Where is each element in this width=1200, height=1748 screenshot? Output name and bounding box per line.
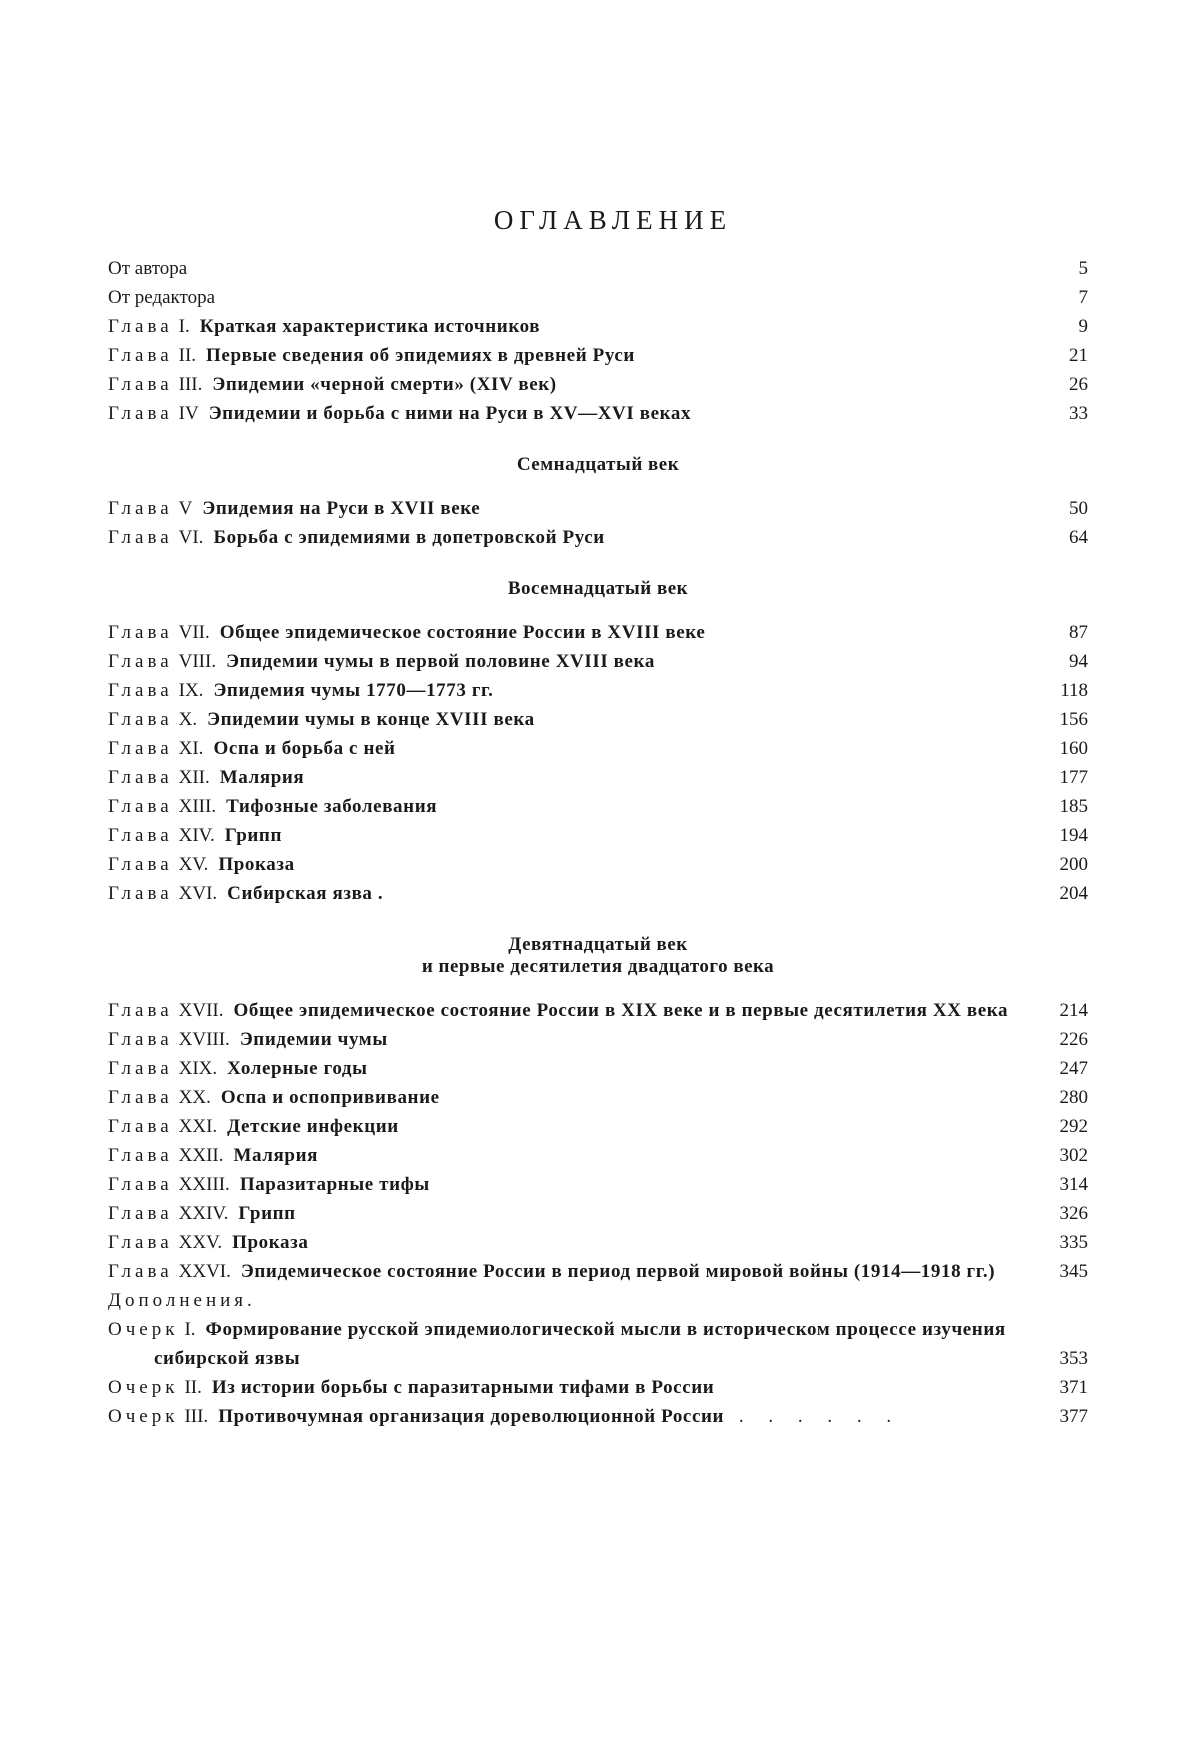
section-19th-century xyxy=(108,996,1088,1286)
page-title: ОГЛАВЛЕНИЕ xyxy=(493,205,733,235)
chapter-title: Общее эпидемическое состояние России в XVIII веке xyxy=(219,622,706,643)
toc-entry-from-author xyxy=(108,254,1088,283)
toc-entry-chapter-22: Глава XXII. Малярия 302 xyxy=(108,1141,1088,1170)
page-number: 292 xyxy=(1059,1116,1088,1137)
page-number: 5 xyxy=(1078,258,1088,279)
chapter-title: Грипп xyxy=(238,1203,296,1224)
page-number: 371 xyxy=(1059,1377,1088,1398)
chapter-title: Эпидемия на Руси в XVII веке xyxy=(202,498,481,519)
chapter-title: Паразитарные тифы xyxy=(239,1174,430,1195)
section-heading-sub: и первые десятилетия двадцатого века xyxy=(421,956,775,977)
toc-entry-chapter-2: Глава II. Первые сведения об эпидемиях в древней Руси 21 xyxy=(108,341,1088,370)
essay-title: Противочумная организация дореволюционной России xyxy=(218,1406,725,1427)
page-number: 9 xyxy=(1078,316,1088,337)
page-number: 314 xyxy=(1059,1174,1088,1195)
page-number: 194 xyxy=(1059,825,1088,846)
page-number: 87 xyxy=(1069,622,1088,643)
page-number: 345 xyxy=(1059,1261,1088,1282)
chapter-title: Эпидемия чумы 1770—1773 гг. xyxy=(213,680,494,701)
section-heading-main: Девятнадцатый век xyxy=(508,934,688,955)
chapter-title: Детские инфекции xyxy=(227,1116,399,1137)
chapter-title: Эпидемии «черной смерти» (XIV век) xyxy=(212,374,557,395)
page-number: 33 xyxy=(1069,403,1088,424)
page-number: 326 xyxy=(1059,1203,1088,1224)
intro-chapters xyxy=(108,312,1088,428)
toc-entry-chapter-16: Глава XVI. Сибирская язва . 204 xyxy=(108,879,1088,908)
page-number: 177 xyxy=(1059,767,1088,788)
toc-entry-chapter-13: Глава XIII. Тифозные заболевания 185 xyxy=(108,792,1088,821)
entry-title: От автора xyxy=(108,258,188,279)
page-number: 280 xyxy=(1059,1087,1088,1108)
toc-entry-chapter-17: Глава XVII. Общее эпидемическое состояние России в XIX веке и в первые десятилетия XX века 214 xyxy=(108,996,1088,1025)
page-number: 200 xyxy=(1059,854,1088,875)
toc-entry-chapter-8: Глава VIII. Эпидемии чумы в первой половине XVIII века 94 xyxy=(108,647,1088,676)
toc-entry-chapter-6: Глава VI. Борьба с эпидемиями в допетровской Руси 64 xyxy=(108,523,1088,552)
page-number: 353 xyxy=(1059,1348,1088,1369)
chapter-title: Тифозные заболевания xyxy=(226,796,438,817)
chapter-title: Эпидемии чумы в конце XVIII века xyxy=(207,709,535,730)
toc-entry-chapter-15: Глава XV. Проказа 200 xyxy=(108,850,1088,879)
chapter-title: Грипп xyxy=(224,825,283,846)
toc-entry-chapter-11: Глава XI. Оспа и борьба с ней 160 xyxy=(108,734,1088,763)
chapter-title: Борьба с эпидемиями в допетровской Руси xyxy=(213,527,605,548)
section-heading-17th-century: Семнадцатый век xyxy=(516,454,680,475)
toc-entry-chapter-3: Глава III. Эпидемии «черной смерти» (XIV век) 26 xyxy=(108,370,1088,399)
toc-entry-chapter-20: Глава XX. Оспа и оспопрививание 280 xyxy=(108,1083,1088,1112)
entry-title: От редактора xyxy=(108,287,216,308)
toc-entry-essay-3: Очерк III. Противочумная организация дореволюционной России . . . . . . 377 xyxy=(108,1402,1088,1431)
chapter-title: Малярия xyxy=(219,767,305,788)
chapter-title: Эпидемии и борьба с ними на Руси в XV—XVI веках xyxy=(208,403,692,424)
supplements xyxy=(108,1315,1088,1431)
page-number: 7 xyxy=(1078,287,1088,308)
toc-entry-chapter-18: Глава XVIII. Эпидемии чумы 226 xyxy=(108,1025,1088,1054)
page-number: 94 xyxy=(1069,651,1088,672)
chapter-title: Эпидемии чумы xyxy=(239,1029,388,1050)
chapter-title: Общее эпидемическое состояние России в XIX веке и в первые десятилетия XX века xyxy=(233,1000,1009,1021)
chapter-title: Проказа xyxy=(232,1232,309,1253)
toc-entry-chapter-10: Глава X. Эпидемии чумы в конце XVIII века 156 xyxy=(108,705,1088,734)
page-number: 185 xyxy=(1059,796,1088,817)
supplements-heading: Дополнения. xyxy=(108,1290,256,1311)
section-18th-century xyxy=(108,618,1088,908)
page-number: 21 xyxy=(1069,345,1088,366)
toc-entry-chapter-24: Глава XXIV. Грипп 326 xyxy=(108,1199,1088,1228)
front-matter xyxy=(108,254,1088,312)
page-number: 64 xyxy=(1069,527,1088,548)
page-number: 226 xyxy=(1059,1029,1088,1050)
section-17th-century xyxy=(108,494,1088,552)
toc-entry-chapter-7: Глава VII. Общее эпидемическое состояние России в XVIII веке 87 xyxy=(108,618,1088,647)
page-number: 118 xyxy=(1060,680,1088,701)
chapter-title: Эпидемическое состояние России в период первой мировой войны (1914—1918 гг.) xyxy=(240,1261,996,1282)
toc-entry-chapter-19: Глава XIX. Холерные годы 247 xyxy=(108,1054,1088,1083)
chapter-title: Оспа и оспопрививание xyxy=(220,1087,440,1108)
chapter-title: Малярия xyxy=(233,1145,319,1166)
page-number: 156 xyxy=(1059,709,1088,730)
toc-entry-chapter-9: Глава IX. Эпидемия чумы 1770—1773 гг. 118 xyxy=(108,676,1088,705)
chapter-title: Краткая характеристика источников xyxy=(199,316,541,337)
page-number: 214 xyxy=(1059,1000,1088,1021)
toc-entry-chapter-4: Глава IV Эпидемии и борьба с ними на Руси в XV—XVI веках 33 xyxy=(108,399,1088,428)
toc-entry-essay-1: Очерк I. Формирование русской эпидемиологической мысли в историческом процессе изучения сибирской язвы 353 xyxy=(108,1315,1088,1373)
page-number: 50 xyxy=(1069,498,1088,519)
section-heading-19th-century xyxy=(108,934,1088,978)
toc-entry-chapter-25: Глава XXV. Проказа 335 xyxy=(108,1228,1088,1257)
toc-entry-chapter-26: Глава XXVI. Эпидемическое состояние России в период первой мировой войны (1914—1918 гг.) 345 xyxy=(108,1257,1088,1286)
essay-title: Из истории борьбы с паразитарными тифами в России xyxy=(211,1377,715,1398)
chapter-title: Оспа и борьба с ней xyxy=(213,738,396,759)
chapter-title: Проказа xyxy=(218,854,295,875)
toc-entry-chapter-21: Глава XXI. Детские инфекции 292 xyxy=(108,1112,1088,1141)
essay-title: Формирование русской эпидемиологической мысли в историческом процессе изучения сибирской язвы xyxy=(154,1319,1006,1369)
page-number: 26 xyxy=(1069,374,1088,395)
page-number: 377 xyxy=(1059,1406,1088,1427)
toc-entry-chapter-14: Глава XIV. Грипп 194 xyxy=(108,821,1088,850)
toc-entry-chapter-5: Глава V Эпидемия на Руси в XVII веке 50 xyxy=(108,494,1088,523)
toc-entry-essay-2: Очерк II. Из истории борьбы с паразитарными тифами в России 371 xyxy=(108,1373,1088,1402)
toc-entry-from-editor xyxy=(108,283,1088,312)
page-number: 335 xyxy=(1059,1232,1088,1253)
section-heading-18th-century: Восемнадцатый век xyxy=(507,578,689,599)
chapter-title: Эпидемии чумы в первой половине XVIII века xyxy=(226,651,655,672)
toc-entry-chapter-12: Глава XII. Малярия 177 xyxy=(108,763,1088,792)
page-number: 204 xyxy=(1059,883,1088,904)
chapter-title: Холерные годы xyxy=(227,1058,368,1079)
page-number: 302 xyxy=(1059,1145,1088,1166)
page-number: 160 xyxy=(1059,738,1088,759)
toc-entry-chapter-23: Глава XXIII. Паразитарные тифы 314 xyxy=(108,1170,1088,1199)
chapter-title: Сибирская язва xyxy=(227,883,373,904)
toc-entry-chapter-1: Глава I. Краткая характеристика источников 9 xyxy=(108,312,1088,341)
chapter-title: Первые сведения об эпидемиях в древней Руси xyxy=(206,345,635,366)
table-of-contents xyxy=(108,205,1088,1431)
page-number: 247 xyxy=(1059,1058,1088,1079)
